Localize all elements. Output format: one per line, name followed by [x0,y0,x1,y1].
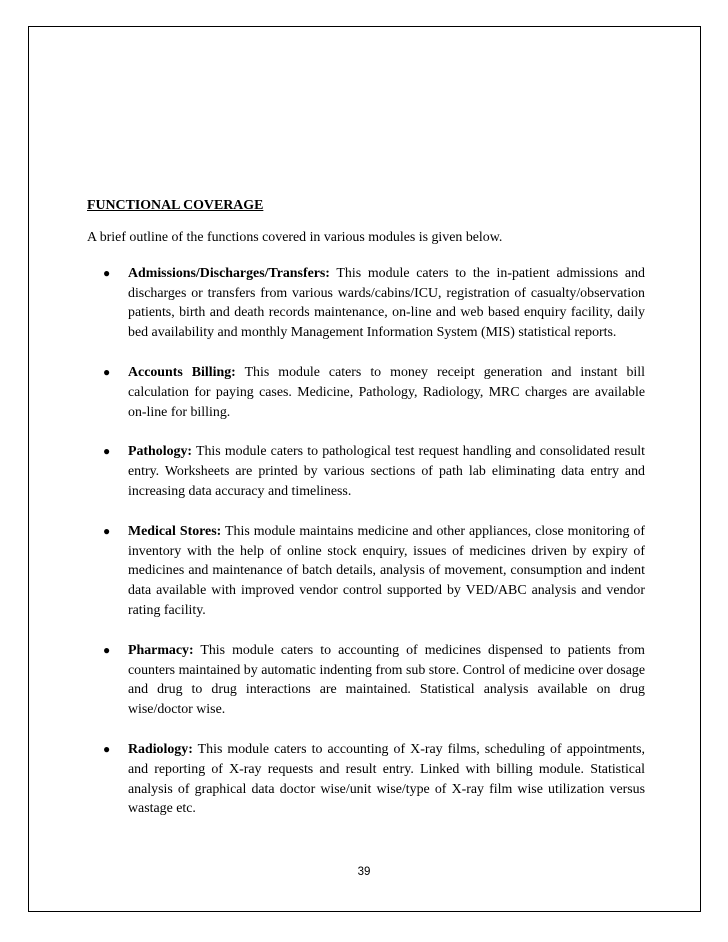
module-description: This module maintains medicine and other appliances, close monitoring of inventory with the help of online stock enquiry, issues of medicines driven by expiry of medicines and maintenance of batch details, analysis of movement, consumption and indent data available with improved vendor control supported by VED/ABC analysis and vendor rating facility. [128,523,645,618]
bullet-icon: ● [103,364,111,379]
module-term: Medical Stores: [128,523,222,539]
module-term: Pathology: [128,444,193,460]
module-list [87,264,645,819]
bullet-icon: ● [103,265,111,280]
module-term: Admissions/Discharges/Transfers: [128,265,330,281]
module-description: This module caters to accounting of medicines dispensed to patients from counters maintained by automatic indenting from sub store. Control of medicine over dosage and drug to drug interactions are maintained. Statistical analysis available on drug wise/doctor wise. [128,642,645,718]
bullet-icon: ● [103,642,111,657]
module-description: This module caters to money receipt generation and instant bill calculation for paying cases. Medicine, Pathology, Radiology, MRC charges are available on-line for billing. [128,364,645,420]
list-item-medical-stores [87,522,645,621]
module-term: Pharmacy: [128,642,194,658]
module-term: Radiology: [128,741,193,757]
module-description: This module caters to the in-patient admissions and discharges or transfers from various wards/cabins/ICU, registration of casualty/observation patients, birth and death records maintenance, on-line and web based enquiry facility, daily bed availability and monthly Management Information System (MIS) statistical reports. [128,265,645,341]
list-item-admissions [87,264,645,343]
module-description: This module caters to accounting of X-ray films, scheduling of appointments, and reporting of X-ray requests and result entry. Linked with billing module. Statistical analysis of graphical data doctor wise/unit wise/type of X-ray film wise utilization versus wastage etc. [128,741,645,817]
list-item-pathology [87,442,645,501]
document-body [87,196,645,839]
bullet-icon: ● [103,444,111,459]
section-title: FUNCTIONAL COVERAGE [87,198,264,213]
module-description: This module caters to pathological test request handling and consolidated result entry. Worksheets are printed by various sections of path lab eliminating data entry and increasing data accuracy and timeliness. [128,444,645,499]
list-item-accounts-billing [87,363,645,422]
intro-paragraph: A brief outline of the functions covered in various modules is given below. [87,230,503,245]
bullet-icon: ● [103,741,111,756]
page-number: 39 [357,866,371,878]
list-item-pharmacy [87,641,645,720]
bullet-icon: ● [103,523,111,538]
list-item-radiology [87,740,645,819]
module-term: Accounts Billing: [128,364,236,380]
